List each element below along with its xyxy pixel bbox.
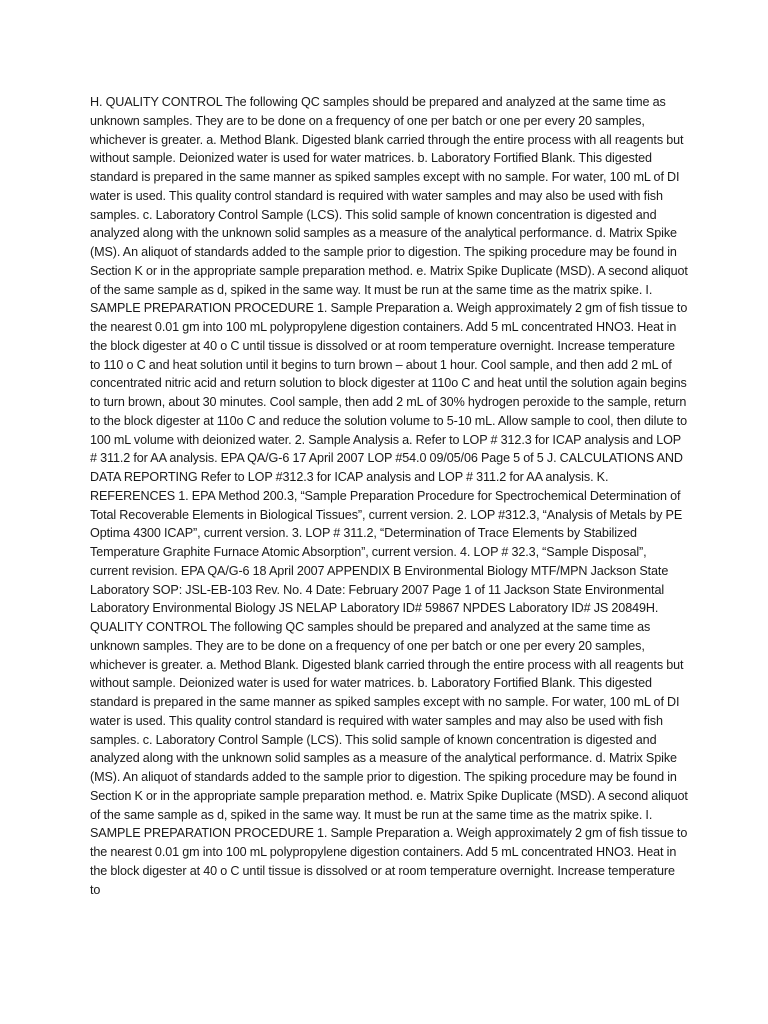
document-body-text: H. QUALITY CONTROL The following QC samples should be prepared and analyzed at the same time as unknown samples. They are to be done on a frequency of one per batch or one per every 20 samples, whichever is greater. a. Method Blank. Digested blank carried through the entire process with all reagents but without sample. Deionized water is used for water matrices. b. Laboratory Fortified Blank. This digested standard is prepared in the same manner as spiked samples except with no sample. For water, 100 mL of DI water is used. This quality control standard is required with water samples and may also be used with fish samples. c. Laboratory Control Sample (LCS). This solid sample of known concentration is digested and analyzed along with the unknown solid samples as a measure of the analytical performance. d. Matrix Spike (MS). An aliquot of standards added to the sample prior to digestion. The spiking procedure may be found in Section K or in the appropriate sample preparation method. e. Matrix Spike Duplicate (MSD). A second aliquot of the same sample as d, spiked in the same way. It must be run at the same time as the matrix spike. I. SAMPLE PREPARATION PROCEDURE 1. Sample Preparation a. Weigh approximately 2 gm of fish tissue to the nearest 0.01 gm into 100 mL polypropylene digestion containers. Add 5 mL concentrated HNO3. Heat in the block digester at 40 o C until tissue is dissolved or at room temperature overnight. Increase temperature to 110 o C and heat solution until it begins to turn brown – about 1 hour. Cool sample, and then add 2 mL of concentrated nitric acid and return solution to block digester at 110o C and heat until the solution again begins to turn brown, about 30 minutes. Cool sample, then add 2 mL of 30% hydrogen peroxide to the sample, return to the block digester at 110o C and reduce the solution volume to 5-10 mL. Allow sample to cool, then dilute to 100 mL volume with deionized water. 2. Sample Analysis a. Refer to LOP # 312.3 for ICAP analysis and LOP # 311.2 for AA analysis. EPA QA/G-6 17 April 2007 LOP #54.0 09/05/06 Page 5 of 5 J. CALCULATIONS AND DATA REPORTING Refer to LOP #312.3 for ICAP analysis and LOP # 311.2 for AA analysis. K. REFERENCES 1. EPA Method 200.3, “Sample Preparation Procedure for Spectrochemical Determination of Total Recoverable Elements in Biological Tissues”, current version. 2. LOP #312.3, “Analysis of Metals by PE Optima 4300 ICAP”, current version. 3. LOP # 311.2, “Determination of Trace Elements by Stabilized Temperature Graphite Furnace Atomic Absorption”, current version. 4. LOP # 32.3, “Sample Disposal”, current revision. EPA QA/G-6 18 April 2007 APPENDIX B Environmental Biology MTF/MPN Jackson State Laboratory SOP: JSL-EB-103 Rev. No. 4 Date: February 2007 Page 1 of 11 Jackson State Environmental Laboratory Environmental Biology JS NELAP Laboratory ID# 59867 NPDES Laboratory ID# JS 20849H. QUALITY CONTROL The following QC samples should be prepared and analyzed at the same time as unknown samples. They are to be done on a frequency of one per batch or one per every 20 samples, whichever is greater. a. Method Blank. Digested blank carried through the entire process with all reagents but without sample. Deionized water is used for water matrices. b. Laboratory Fortified Blank. This digested standard is prepared in the same manner as spiked samples except with no sample. For water, 100 mL of DI water is used. This quality control standard is required with water samples and may also be used with fish samples. c. Laboratory Control Sample (LCS). This solid sample of known concentration is digested and analyzed along with the unknown solid samples as a measure of the analytical performance. d. Matrix Spike (MS). An aliquot of standards added to the sample prior to digestion. The spiking procedure may be found in Section K or in the appropriate sample preparation method. e. Matrix Spike Duplicate (MSD). A second aliquot of the same sample as d, spiked in the same way. It must be run at the same time as the matrix spike. I. SAMPLE PREPARATION PROCEDURE 1. Sample Preparation a. Weigh approximately 2 gm of fish tissue to the nearest 0.01 gm into 100 mL polypropylene digestion containers. Add 5 mL concentrated HNO3. Heat in the block digester at 40 o C until tissue is dissolved or at room temperature overnight. Increase temperature to (90, 95, 688, 897)
